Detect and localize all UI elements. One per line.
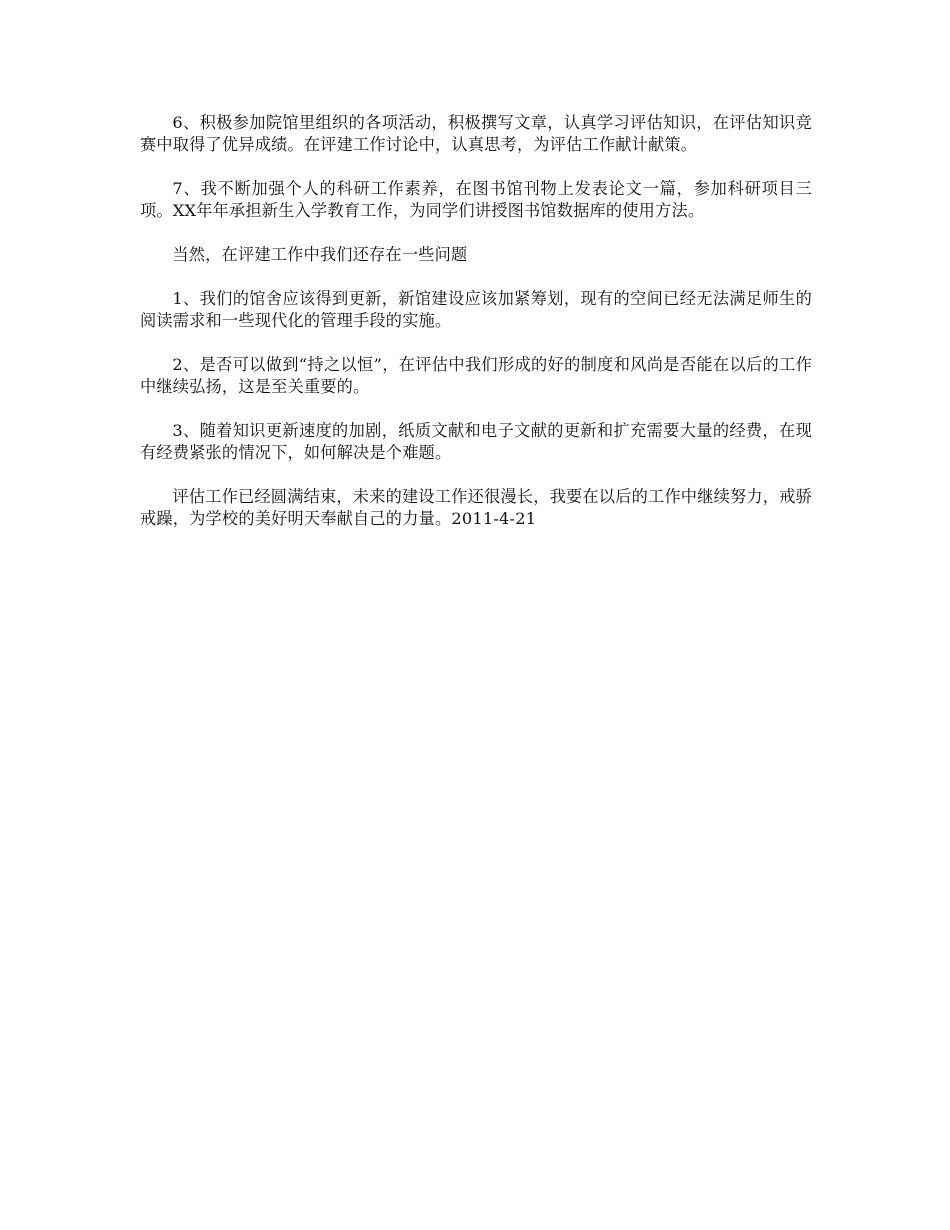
paragraph-item-7: 7、我不断加强个人的科研工作素养，在图书馆刊物上发表论文一篇，参加科研项目三项。XX年年承担新生入学教育工作，为同学们讲授图书馆数据库的使用方法。	[140, 179, 812, 220]
problem-item-3: 3、随着知识更新速度的加剧，纸质文献和电子文献的更新和扩充需要大量的经费，在现有经费紧张的情况下，如何解决是个难题。	[140, 421, 812, 462]
problem-item-2: 2、是否可以做到“持之以恒”，在评估中我们形成的好的制度和风尚是否能在以后的工作中继续弘扬，这是至关重要的。	[140, 355, 812, 396]
closing-paragraph: 评估工作已经圆满结束，未来的建设工作还很漫长，我要在以后的工作中继续努力，戒骄戒躁，为学校的美好明天奉献自己的力量。2011-4-21	[140, 487, 812, 528]
document-page	[140, 112, 812, 552]
paragraph-item-6: 6、积极参加院馆里组织的各项活动，积极撰写文章，认真学习评估知识，在评估知识竞赛中取得了优异成绩。在评建工作讨论中，认真思考，为评估工作献计献策。	[140, 113, 812, 154]
problems-intro: 当然，在评建工作中我们还存在一些问题	[172, 245, 468, 264]
problem-item-1: 1、我们的馆舍应该得到更新，新馆建设应该加紧筹划，现有的空间已经无法满足师生的阅读需求和一些现代化的管理手段的实施。	[140, 289, 812, 330]
